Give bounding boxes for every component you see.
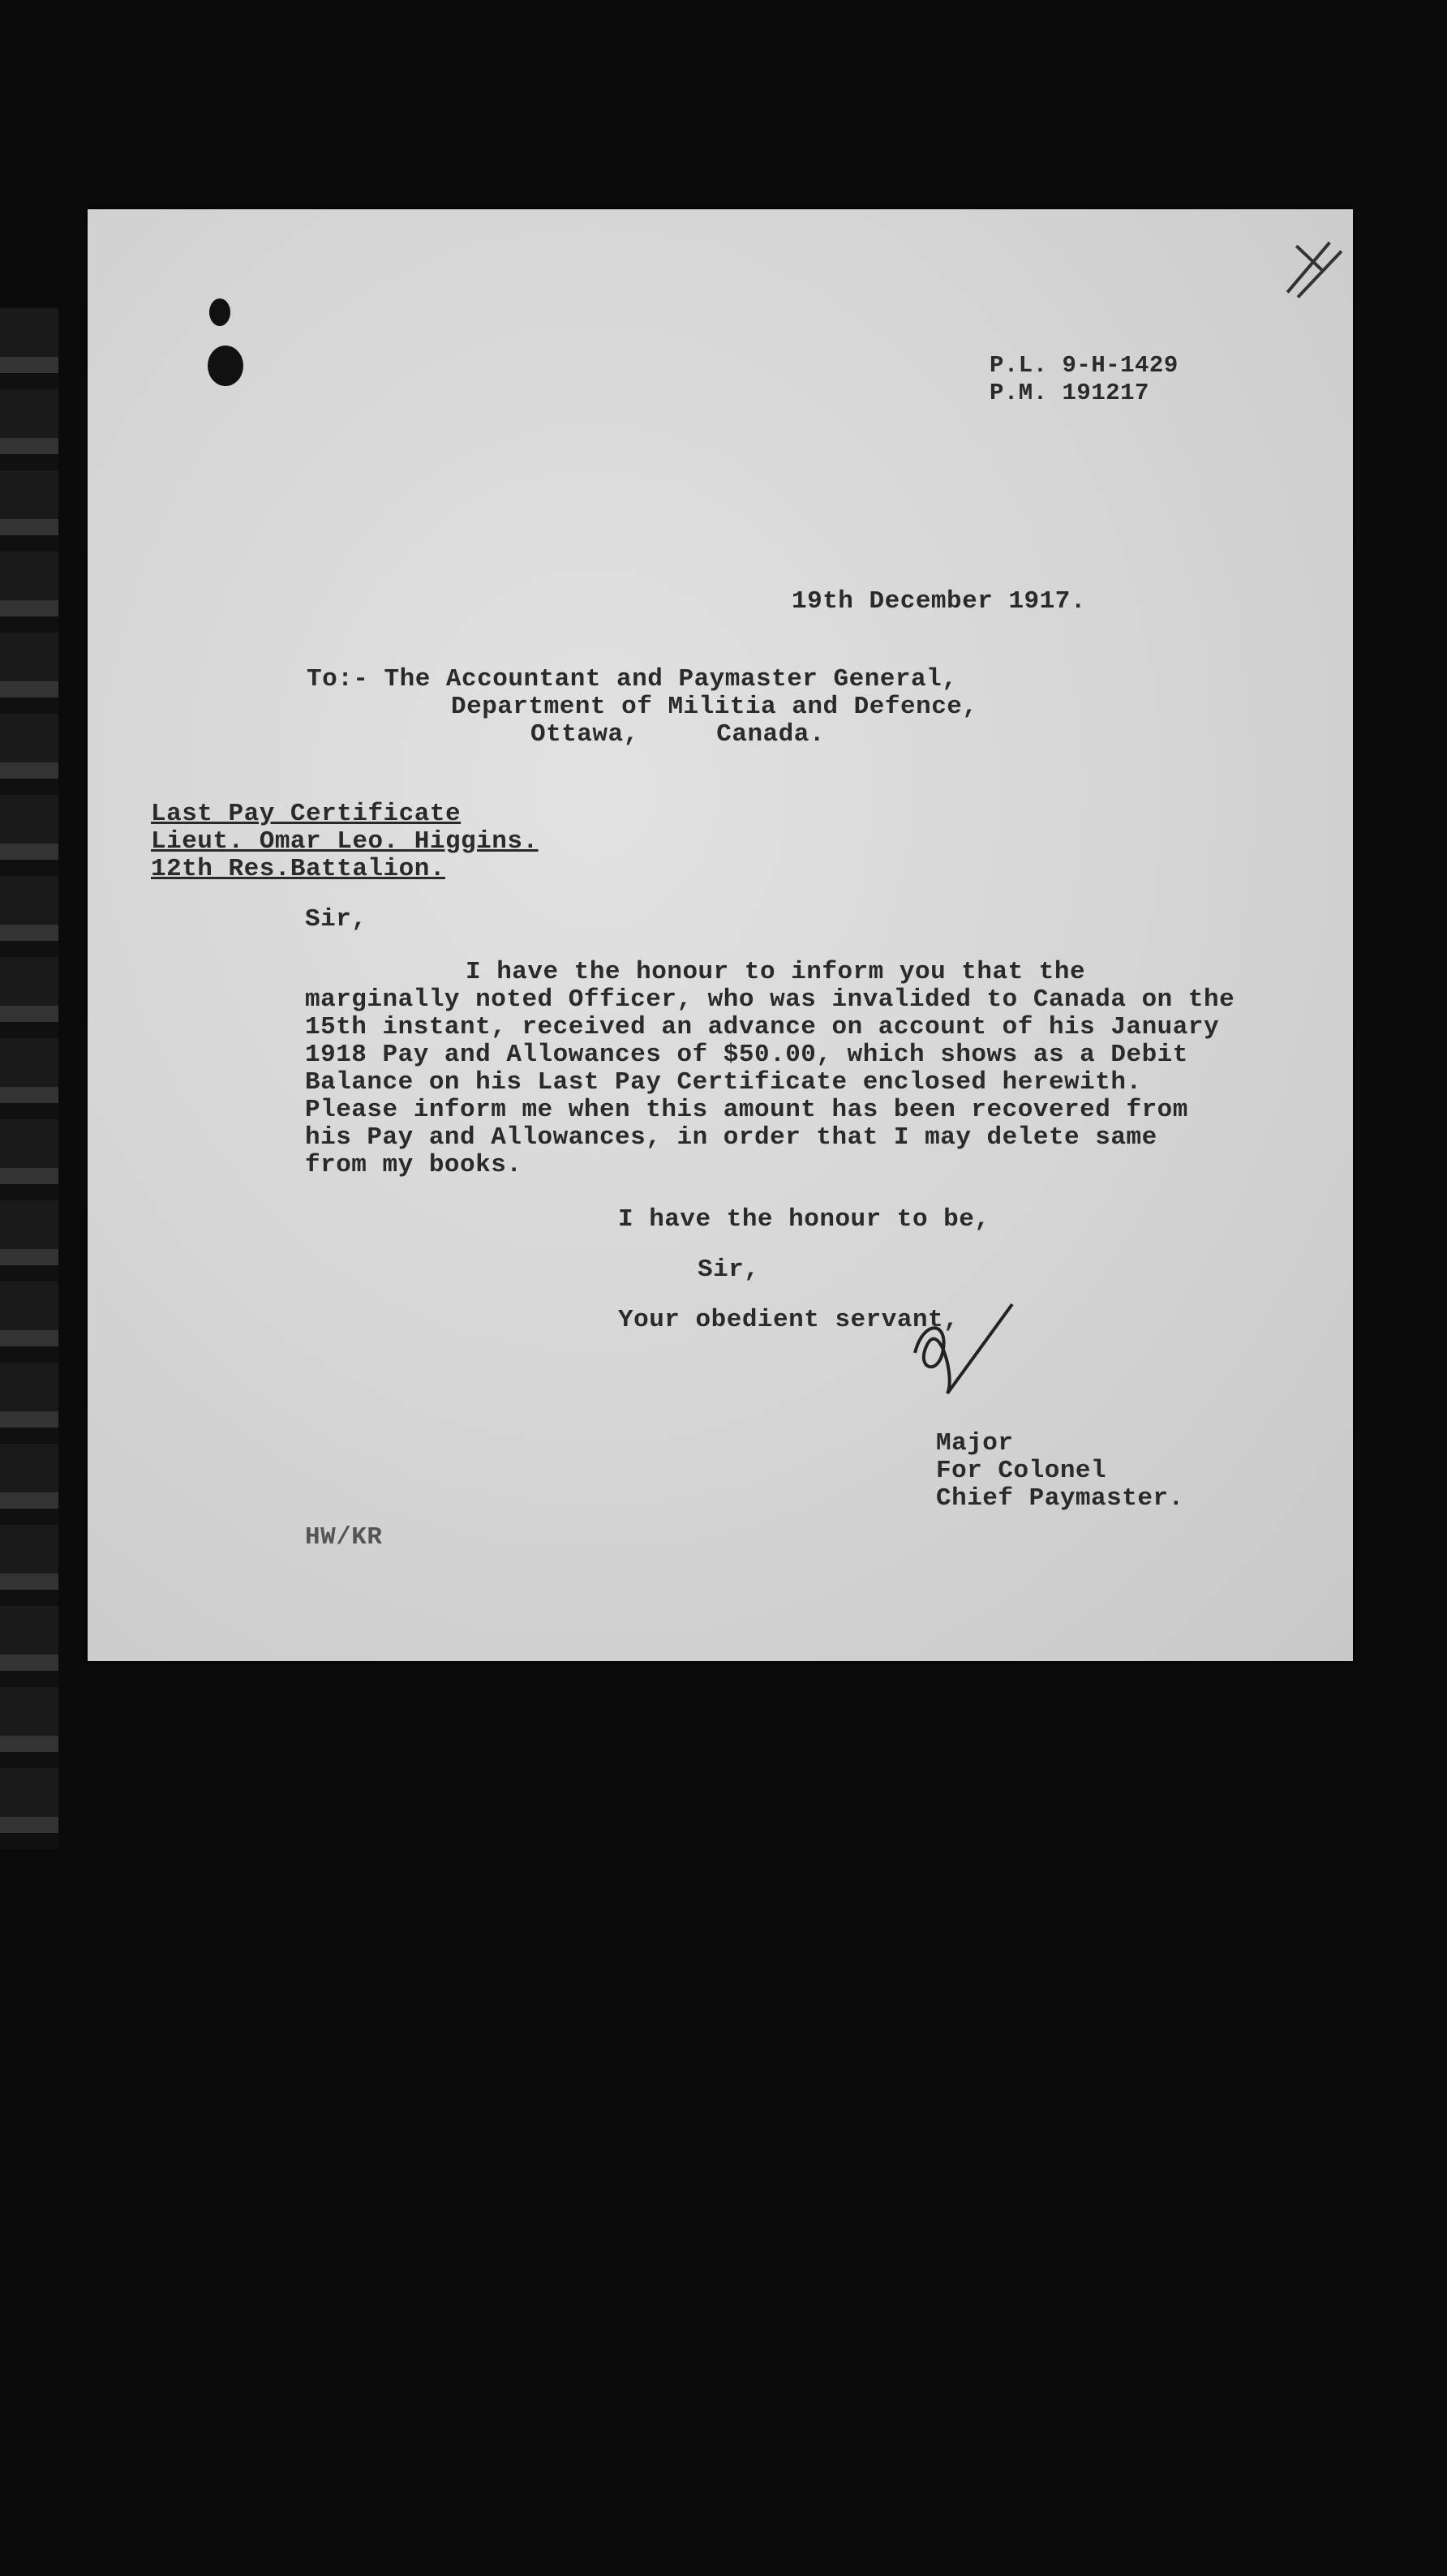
- body-line-4: 1918 Pay and Allowances of $50.00, which shows as a Debit: [305, 1041, 1188, 1069]
- letter-page: [88, 209, 1353, 1661]
- body-line-1: I have the honour to inform you that the: [466, 958, 1086, 986]
- ink-blot-mark: [208, 346, 243, 386]
- salutation: Sir,: [305, 905, 367, 934]
- corner-pencil-mark: [1263, 221, 1361, 310]
- body-line-5: Balance on his Last Pay Certificate enclosed herewith.: [305, 1068, 1142, 1097]
- body-line-3: 15th instant, received an advance on account of his January: [305, 1013, 1220, 1041]
- ink-blot-mark: [209, 298, 230, 326]
- typist-initials: HW/KR: [305, 1523, 383, 1552]
- subject-line-2: Lieut. Omar Leo. Higgins.: [151, 827, 539, 856]
- body-line-6: Please inform me when this amount has been recovered from: [305, 1096, 1188, 1124]
- body-line-2: marginally noted Officer, who was invalided to Canada on the: [305, 985, 1235, 1014]
- closing-line-1: I have the honour to be,: [618, 1205, 990, 1234]
- letter-date: 19th December 1917.: [792, 587, 1086, 616]
- pencil-scribble-icon: [1263, 221, 1361, 310]
- film-edge-strip: [0, 308, 58, 1849]
- closing-line-3: Your obedient servant,: [618, 1306, 960, 1334]
- addressee-line-2: Department of Militia and Defence,: [451, 693, 978, 721]
- reference-line-1: P.L. 9-H-1429: [990, 352, 1179, 379]
- body-line-7: his Pay and Allowances, in order that I may delete same: [305, 1123, 1157, 1152]
- body-line-8: from my books.: [305, 1151, 522, 1179]
- addressee-line-1: To:- The Accountant and Paymaster General,: [307, 665, 958, 693]
- reference-line-2: P.M. 191217: [990, 380, 1149, 406]
- handwritten-signature: [899, 1288, 1077, 1410]
- subject-line-1: Last Pay Certificate: [151, 800, 462, 828]
- signature-line-2: For Colonel: [936, 1457, 1107, 1485]
- signature-line-1: Major: [936, 1429, 1014, 1458]
- addressee-line-3: Ottawa, Canada.: [530, 720, 825, 749]
- subject-line-3: 12th Res.Battalion.: [151, 855, 445, 883]
- closing-line-2: Sir,: [698, 1256, 760, 1284]
- signature-line-3: Chief Paymaster.: [936, 1484, 1184, 1513]
